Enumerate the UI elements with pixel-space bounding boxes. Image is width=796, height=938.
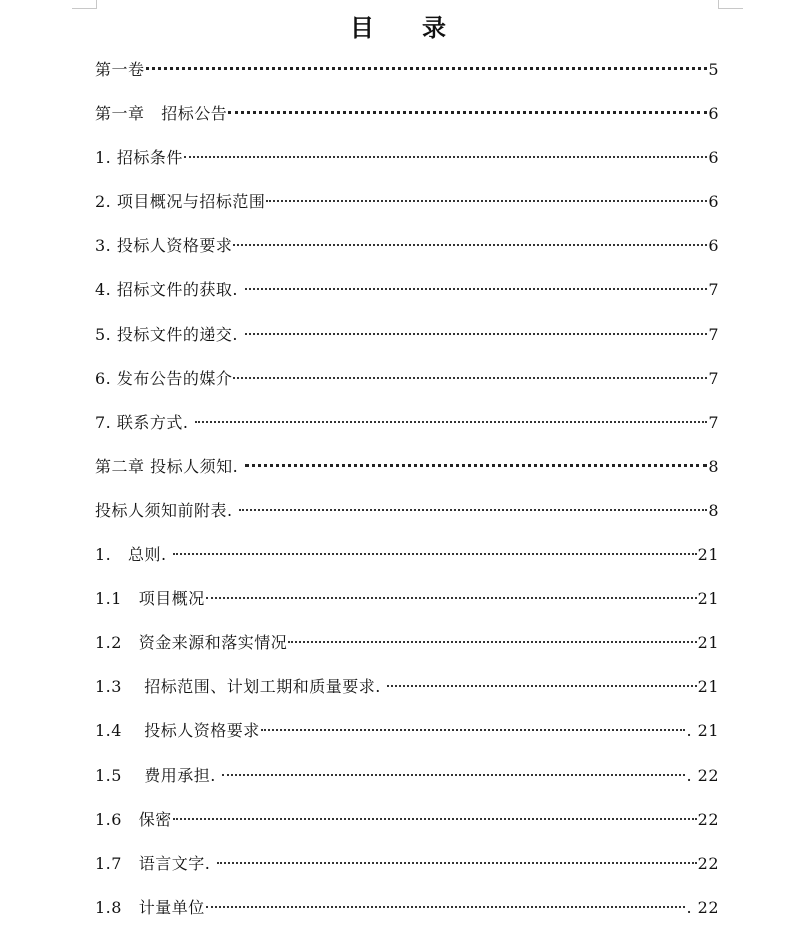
toc-entry-page-number: 7: [708, 412, 719, 432]
toc-entry-page-number: 7: [708, 368, 719, 388]
toc-entry-page-number: 6: [708, 148, 719, 168]
toc-entry[interactable]: [95, 493, 719, 537]
toc-entry-label: 1.2 资金来源和落实情况: [95, 633, 288, 653]
toc-dot-leader: [233, 244, 707, 246]
toc-entry[interactable]: [95, 581, 719, 625]
toc-entry-page-number: . 22: [686, 765, 719, 785]
toc-entry[interactable]: [95, 96, 719, 140]
toc-entry-label: 3. 投标人资格要求: [95, 236, 233, 256]
toc-title-right: 录: [422, 13, 446, 42]
toc-entry-page-number: 7: [708, 280, 719, 300]
toc-entry-page-number: 7: [708, 324, 719, 344]
toc-entry-label: 1.7 语言文字.: [95, 853, 216, 873]
toc-entry-label: 1. 招标条件: [95, 148, 183, 168]
toc-entry-page-number: . 22: [686, 897, 719, 917]
toc-entry-label: 投标人须知前附表.: [95, 500, 239, 520]
toc-entry-label: 4. 招标文件的获取.: [95, 280, 244, 300]
toc-dot-leader: [173, 818, 697, 820]
toc-entry-label: 2. 项目概况与招标范围: [95, 192, 266, 212]
toc-entry[interactable]: [95, 713, 719, 757]
toc-entry[interactable]: [95, 669, 719, 713]
toc-dot-leader: [146, 67, 708, 70]
toc-entry[interactable]: [95, 272, 719, 316]
toc-title-left: 目: [350, 13, 374, 42]
toc-dot-leader: [173, 553, 696, 555]
toc-dot-leader: [184, 156, 707, 158]
toc-dot-leader: [245, 333, 708, 335]
toc-entry-page-number: 6: [708, 236, 719, 256]
toc-entry-label: 5. 投标文件的递交.: [95, 324, 244, 344]
toc-dot-leader: [195, 421, 707, 423]
toc-entry-label: 第二章 投标人须知.: [95, 456, 244, 476]
toc-entry-page-number: 6: [708, 104, 719, 124]
toc-entry[interactable]: [95, 405, 719, 449]
toc-entry-page-number: 21: [697, 633, 719, 653]
toc-entry-page-number: 21: [697, 677, 719, 697]
toc-dot-leader: [245, 464, 708, 467]
toc-entry-label: 1.3 招标范围、计划工期和质量要求.: [95, 677, 387, 697]
toc-dot-leader: [245, 288, 708, 290]
toc-entry[interactable]: [95, 317, 719, 361]
toc-entry-page-number: 22: [697, 853, 719, 873]
toc-entry-page-number: 21: [697, 589, 719, 609]
toc-entry[interactable]: [95, 361, 719, 405]
toc-entry[interactable]: [95, 228, 719, 272]
toc-entry-page-number: 8: [708, 500, 719, 520]
toc-entry-label: 第一卷: [95, 60, 145, 79]
toc-entry-label: 6. 发布公告的媒介: [95, 368, 233, 388]
toc-entry-label: 1.8 计量单位: [95, 897, 205, 917]
toc-entry[interactable]: [95, 184, 719, 228]
toc-entry-page-number: . 21: [686, 721, 719, 741]
toc-entry[interactable]: [95, 537, 719, 581]
toc-entry-label: 1.4 投标人资格要求: [95, 721, 260, 741]
toc-entry-label: 1.6 保密: [95, 809, 172, 829]
toc-title: [0, 8, 796, 43]
toc-dot-leader: [228, 111, 707, 114]
toc-entry[interactable]: [95, 758, 719, 802]
toc-entry-page-number: 22: [697, 809, 719, 829]
toc-list: [95, 52, 719, 934]
toc-entry[interactable]: [95, 890, 719, 934]
toc-entry-page-number: 6: [708, 192, 719, 212]
toc-entry-label: 1. 总则.: [95, 545, 173, 565]
toc-entry-page-number: 8: [708, 456, 719, 476]
toc-entry[interactable]: [95, 52, 719, 96]
toc-entry[interactable]: [95, 625, 719, 669]
toc-entry-label: 第一章 招标公告: [95, 104, 228, 124]
toc-dot-leader: [288, 641, 696, 643]
toc-entry[interactable]: [95, 140, 719, 184]
toc-entry[interactable]: [95, 802, 719, 846]
toc-dot-leader: [217, 862, 697, 864]
toc-dot-leader: [266, 200, 707, 202]
toc-dot-leader: [239, 509, 707, 511]
toc-entry-label: 1.1 项目概况: [95, 589, 205, 609]
toc-dot-leader: [261, 729, 686, 731]
toc-entry[interactable]: [95, 846, 719, 890]
toc-entry-page-number: 21: [697, 545, 719, 565]
toc-entry[interactable]: [95, 449, 719, 493]
toc-entry-label: 7. 联系方式.: [95, 412, 195, 432]
toc-entry-page-number: 5: [708, 60, 719, 79]
toc-dot-leader: [206, 906, 686, 908]
toc-dot-leader: [387, 685, 696, 687]
toc-entry-label: 1.5 费用承担.: [95, 765, 222, 785]
toc-dot-leader: [206, 597, 697, 599]
toc-dot-leader: [222, 774, 685, 776]
toc-dot-leader: [233, 377, 707, 379]
